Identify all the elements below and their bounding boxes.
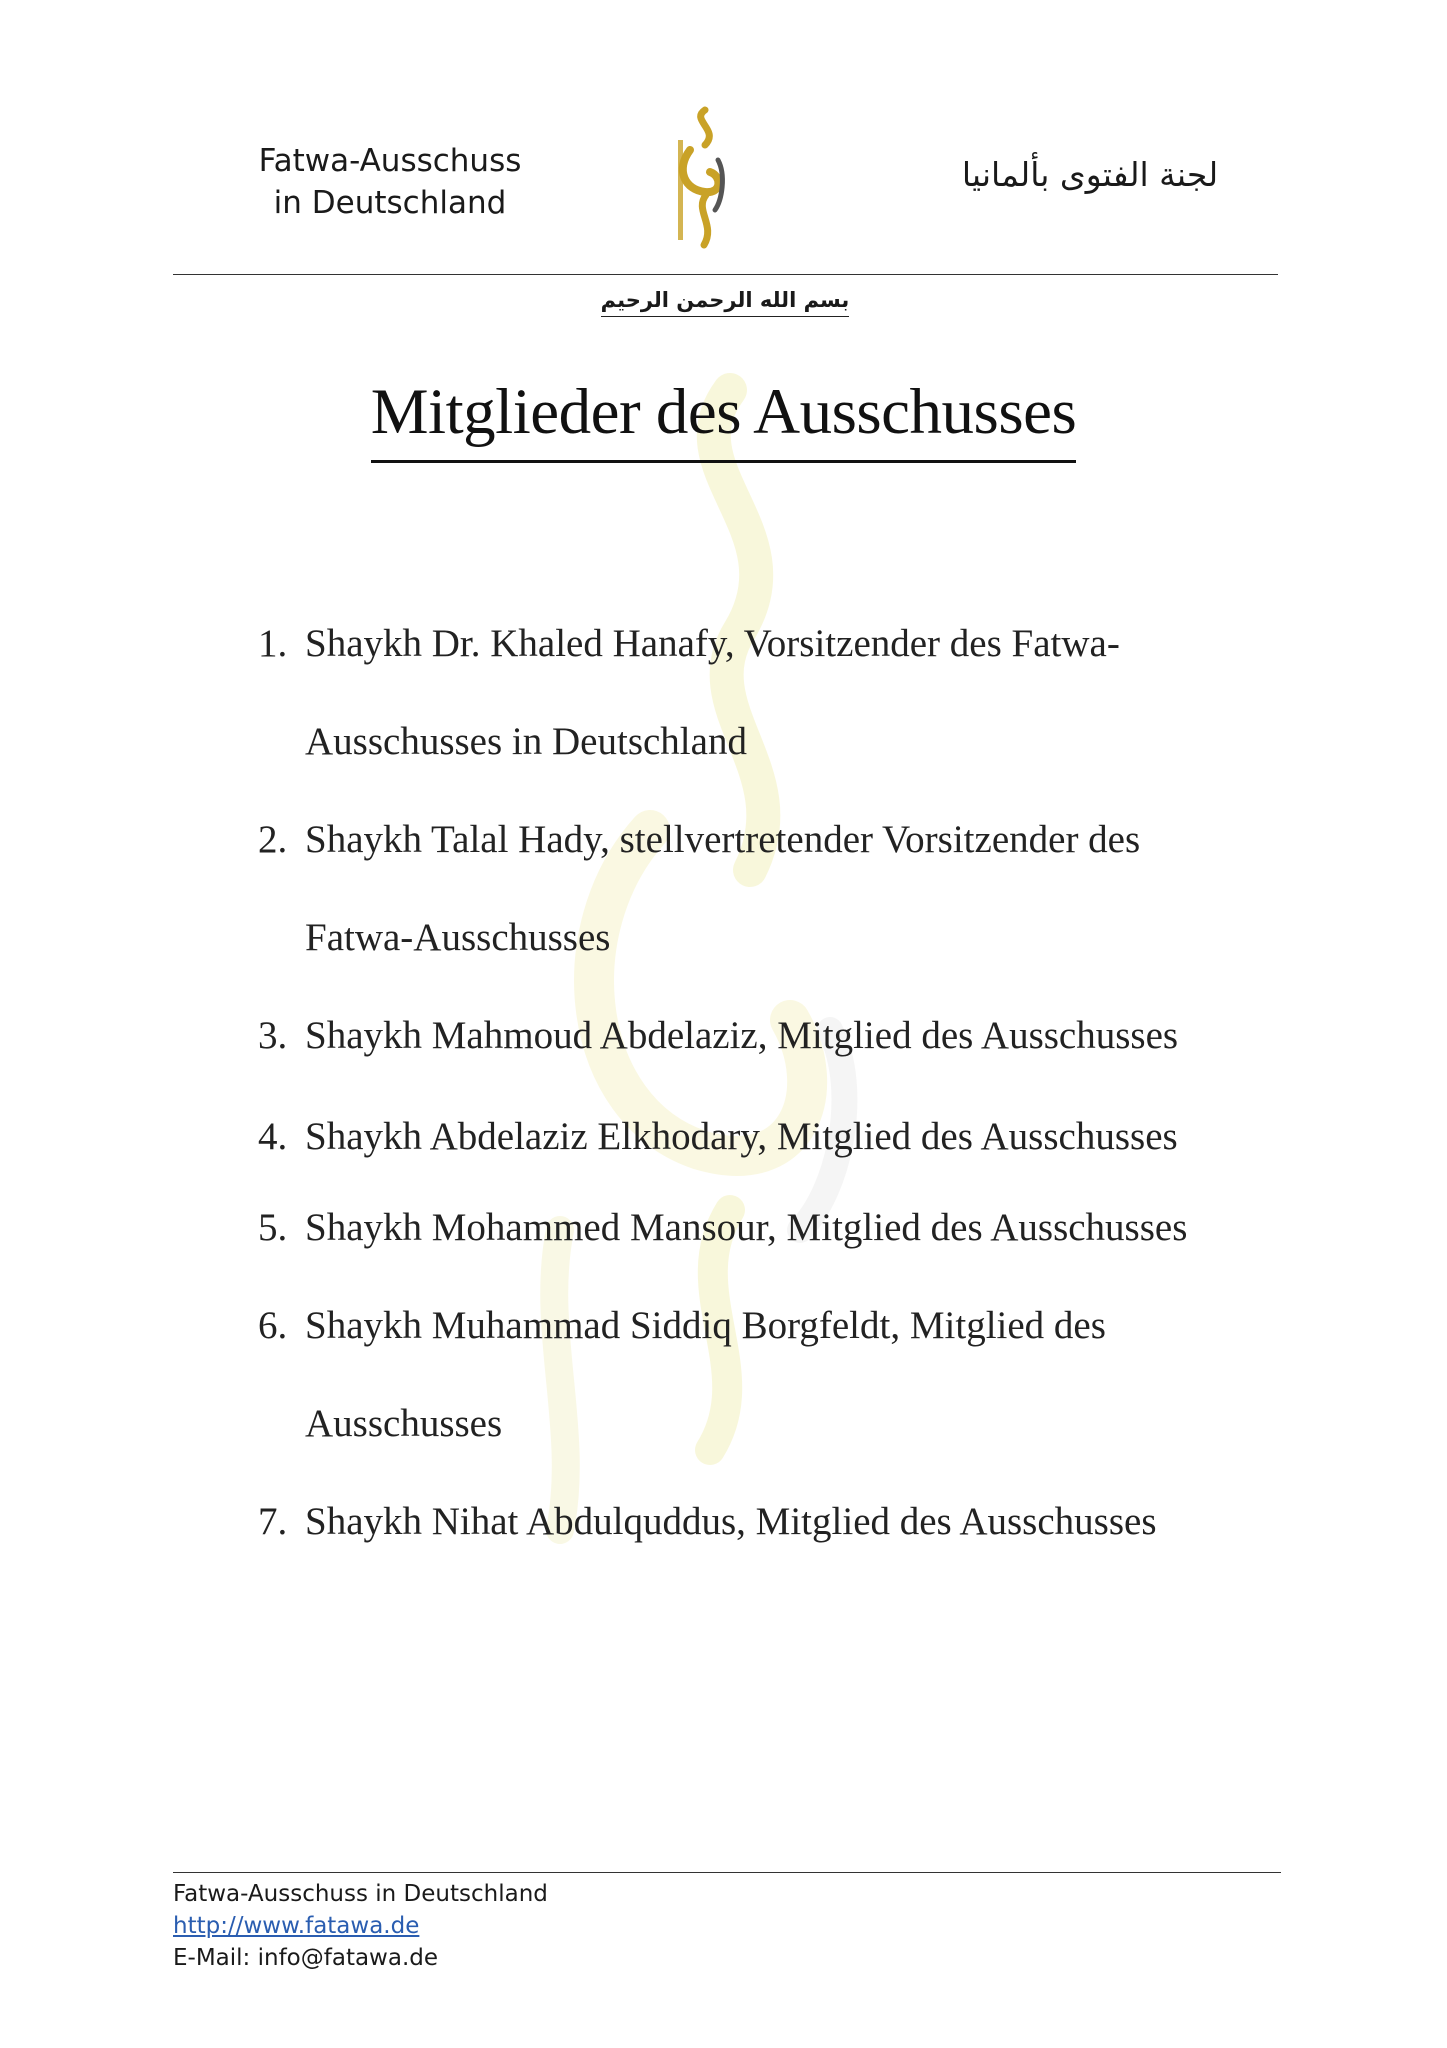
list-item-text: Shaykh Mohammed Mansour, Mitglied des Ausschusses [305, 1206, 1188, 1249]
list-item-text-continued: Ausschusses in Deutschland [305, 720, 747, 763]
list-item-number: 3. [258, 1014, 288, 1057]
list-item-text-continued: Ausschusses [305, 1402, 503, 1445]
list-item-text: Shaykh Talal Hady, stellvertretender Vorsitzender des [305, 818, 1141, 861]
list-item [258, 595, 1288, 791]
list-item [258, 791, 1288, 987]
footer-org-name: Fatwa-Ausschuss in Deutschland [173, 1881, 548, 1907]
basmala [560, 288, 890, 312]
list-item-number: 1. [258, 622, 288, 665]
page-title [0, 375, 1447, 463]
list-item-number: 5. [258, 1206, 288, 1249]
fatwa-committee-logo-icon [660, 100, 740, 260]
org-name-line1: Fatwa-Ausschuss [258, 143, 522, 179]
basmala-text: بسم الله الرحمن الرحيم [601, 288, 850, 317]
org-name-line2: in Deutschland [273, 185, 507, 221]
footer-website-link[interactable]: http://www.fatawa.de [173, 1913, 420, 1939]
list-item-text: Shaykh Abdelaziz Elkhodary, Mitglied des Ausschusses [305, 1115, 1178, 1158]
footer [173, 1878, 548, 1974]
footer-divider [173, 1872, 1281, 1873]
org-name-german [240, 140, 540, 224]
list-item-number: 4. [258, 1115, 288, 1158]
list-item-text: Shaykh Dr. Khaled Hanafy, Vorsitzender des Fatwa- [305, 622, 1120, 665]
list-item [258, 1088, 1288, 1186]
list-item-number: 7. [258, 1500, 288, 1543]
list-item [258, 1473, 1288, 1571]
list-item-text-continued: Fatwa-Ausschusses [305, 916, 611, 959]
list-item [258, 987, 1288, 1085]
page-title-text: Mitglieder des Ausschusses [371, 375, 1077, 463]
list-item-number: 2. [258, 818, 288, 861]
list-item-number: 6. [258, 1304, 288, 1347]
org-name-arabic: لجنة الفتوى بألمانيا [961, 155, 1219, 194]
list-item [258, 1277, 1288, 1473]
footer-email: E-Mail: info@fatawa.de [173, 1945, 439, 1971]
list-item-text: Shaykh Nihat Abdulquddus, Mitglied des Ausschusses [305, 1500, 1157, 1543]
list-item-text: Shaykh Mahmoud Abdelaziz, Mitglied des Ausschusses [305, 1014, 1179, 1057]
list-item-text: Shaykh Muhammad Siddiq Borgfeldt, Mitglied des [305, 1304, 1106, 1347]
header-divider [173, 274, 1278, 275]
list-item [258, 1179, 1288, 1277]
